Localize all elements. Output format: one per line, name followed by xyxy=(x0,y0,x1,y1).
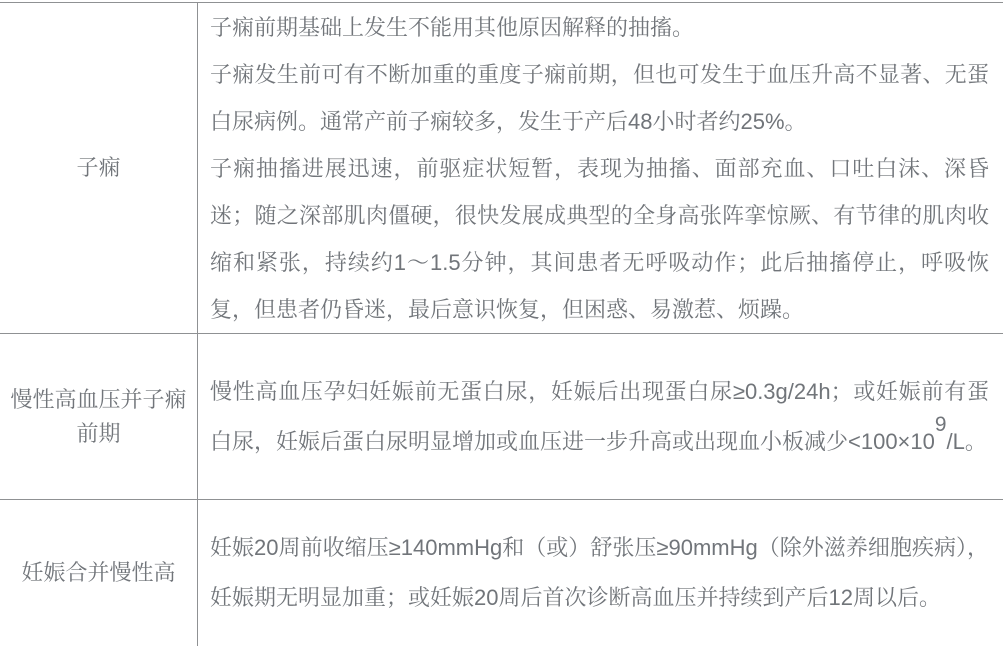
paragraph: 妊娠20周前收缩压≥140mmHg和（或）舒张压≥90mmHg（除外滋养细胞疾病），妊娠期无明显加重；或妊娠20周后首次诊断高血压并持续到产后12周以后。 xyxy=(210,535,989,610)
table-row-pregnancy-with-chronic-htn xyxy=(0,500,1003,646)
row-label-cell xyxy=(0,500,198,646)
paragraph: 子痫前期基础上发生不能用其他原因解释的抽搐。 xyxy=(210,14,695,40)
paragraph: 子痫抽搐进展迅速，前驱症状短暂，表现为抽搐、面部充血、口吐白沫、深昏迷；随之深部肌肉僵硬，很快发展成典型的全身高张阵挛惊厥、有节律的肌肉收缩和紧张，持续约1～1.5分钟，其间患者无呼吸动作；此后抽搐停止，呼吸恢复，但患者仍昏迷，最后意识恢复，但困惑、易激惹、烦躁。 xyxy=(210,155,989,322)
row-label-cell xyxy=(0,3,198,333)
paragraph: 子痫发生前可有不断加重的重度子痫前期，但也可发生于血压升高不显著、无蛋白尿病例。通常产前子痫较多，发生于产后48小时者约25%。 xyxy=(210,61,989,134)
table-row-eclampsia xyxy=(0,3,1003,334)
row-content xyxy=(210,367,989,467)
text-after-superscript: /L。 xyxy=(946,428,987,454)
row-label: 妊娠合并慢性高 xyxy=(21,560,176,585)
row-content xyxy=(210,4,989,333)
table-row-chronic-htn-with-preeclampsia xyxy=(0,334,1003,500)
text-before-superscript: 慢性高血压孕妇妊娠前无蛋白尿，妊娠后出现蛋白尿≥0.3g/24h；或妊娠前有蛋白尿，妊娠后蛋白尿明显增加或血压进一步升高或出现血小板减少<100×10 xyxy=(210,378,989,454)
row-content xyxy=(210,523,989,623)
diagnosis-table xyxy=(0,2,1003,646)
row-content-cell xyxy=(198,3,1003,333)
superscript-exponent: 9 xyxy=(934,412,947,436)
row-label: 慢性高血压并子痫前期 xyxy=(10,386,187,446)
row-content-cell xyxy=(198,500,1003,646)
row-label-cell xyxy=(0,334,198,499)
row-label: 子痫 xyxy=(76,155,121,180)
paragraph xyxy=(210,367,989,467)
row-content-cell xyxy=(198,334,1003,499)
